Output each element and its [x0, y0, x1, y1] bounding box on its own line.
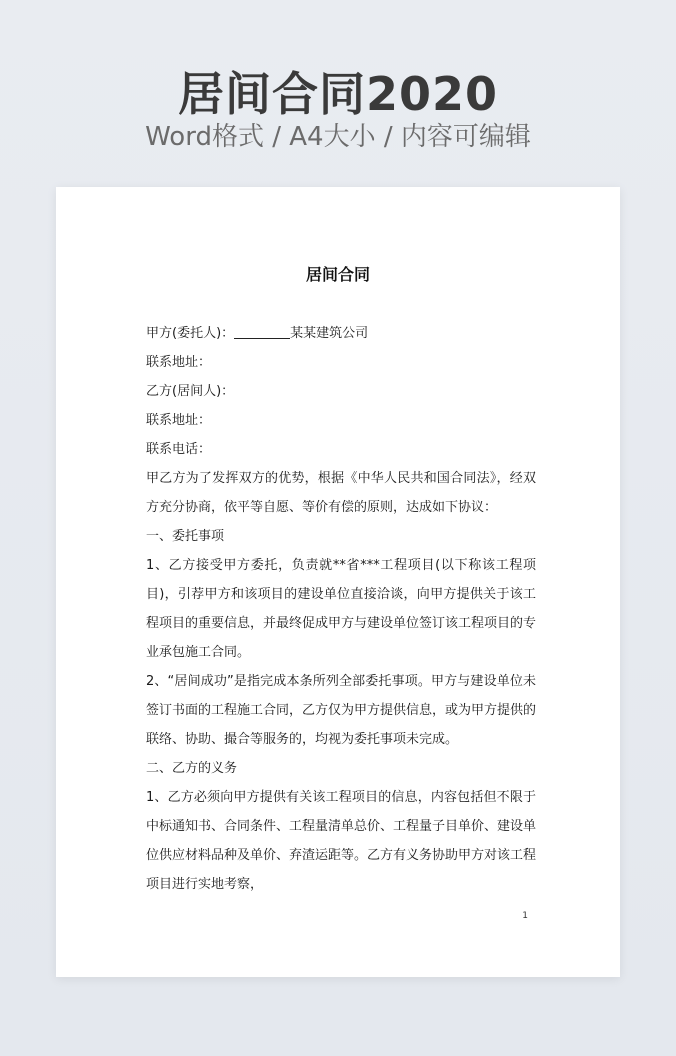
document-page	[56, 187, 620, 977]
party-a-address: 联系地址：	[146, 355, 212, 370]
blank-underline	[234, 324, 290, 339]
section1-heading: 一、委托事项	[146, 529, 225, 544]
party-b-address: 联系地址：	[146, 413, 212, 428]
intro-paragraph: 甲乙方为了发挥双方的优势，根据《中华人民共和国合同法》，经双方充分协商，依平等自愿、等价有偿的原则，达成如下协议：	[146, 471, 536, 515]
banner-title: 居间合同2020	[177, 67, 499, 121]
document-body	[146, 319, 536, 899]
page-number: 1	[522, 911, 528, 921]
section1-item2: 2、“居间成功”是指完成本条所列全部委托事项。甲方与建设单位未签订书面的工程施工合同，乙方仅为甲方提供信息，或为甲方提供的联络、协助、撮合等服务的，均视为委托事项未完成。	[146, 674, 537, 747]
banner-subtitle: Word格式 / A4大小 / 内容可编辑	[145, 122, 531, 152]
party-b-phone: 联系电话：	[146, 442, 212, 457]
section1-item1: 1、乙方接受甲方委托，负责就**省***工程项目(以下称该工程项目)，引荐甲方和该项目的建设单位直接洽谈，向甲方提供关于该工程项目的重要信息，并最终促成甲方与建设单位签订该工程项目的专业承包施工合同。	[146, 558, 537, 660]
section2-heading: 二、乙方的义务	[146, 761, 238, 776]
party-b-line: 乙方(居间人)：	[146, 384, 235, 399]
section2-item1: 1、乙方必须向甲方提供有关该工程项目的信息，内容包括但不限于中标通知书、合同条件、工程量清单总价、工程量子目单价、建设单位供应材料品种及单价、弃渣运距等。乙方有义务协助甲方对该工程项目进行实地考察，	[146, 790, 537, 892]
party-a-label: 甲方(委托人)：	[146, 326, 235, 341]
party-a-value: 某某建筑公司	[290, 326, 369, 341]
party-a-line	[146, 319, 536, 348]
document-title: 居间合同	[305, 265, 370, 284]
